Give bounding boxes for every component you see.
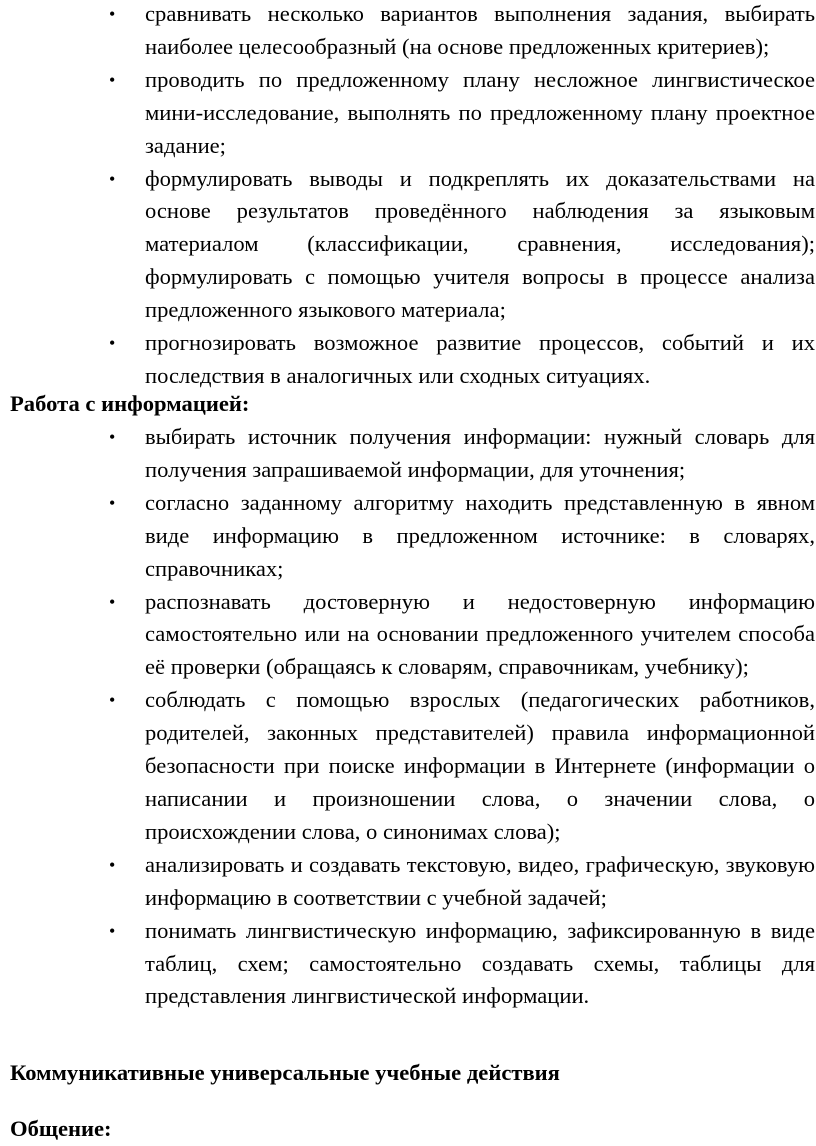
criteria-list [145,0,815,393]
list-item: • анализировать и создавать текстовую, видео, графическую, звуковую информацию в соответствии с учебной задачей; [145,849,815,915]
section-heading-communicative: Коммуникативные универсальные учебные действия [10,1060,560,1085]
list-item: • соблюдать с помощью взрослых (педагогических работников, родителей, законных представителей) правила информационной безопасности при поиске информации в Интернете (информации о написании и произношении слова, о значении слова, о происхождении слова, о синонимах слова); [145,684,815,849]
section-heading-information: Работа с информацией: [10,391,250,416]
list-item: • сравнивать несколько вариантов выполнения задания, выбирать наиболее целесообразный (на основе предложенных критериев); [145,0,815,64]
list-item: • распознавать достоверную и недостоверную информацию самостоятельно или на основании предложенного учителем способа её проверки (обращаясь к словарям, справочникам, учебнику); [145,586,815,685]
information-list [145,421,815,1013]
list-item: • проводить по предложенному плану несложное лингвистическое мини-исследование, выполнять по предложенному плану проектное задание; [145,64,815,163]
list-item: • прогнозировать возможное развитие процессов, событий и их последствия в аналогичных или сходных ситуациях. [145,327,815,393]
list-item: • понимать лингвистическую информацию, зафиксированную в виде таблиц, схем; самостоятельно создавать схемы, таблицы для представления лингвистической информации. [145,915,815,1014]
list-item: • выбирать источник получения информации: нужный словарь для получения запрашиваемой информации, для уточнения; [145,421,815,487]
section-heading-communication: Общение: [10,1116,112,1141]
list-item: • формулировать выводы и подкреплять их доказательствами на основе результатов проведённого наблюдения за языковым материалом (классификации, сравнения, исследования); формулировать с помощью учителя вопросы в процессе анализа предложенного языкового материала; [145,163,815,328]
list-item: • согласно заданному алгоритму находить представленную в явном виде информацию в предложенном источнике: в словарях, справочниках; [145,487,815,586]
